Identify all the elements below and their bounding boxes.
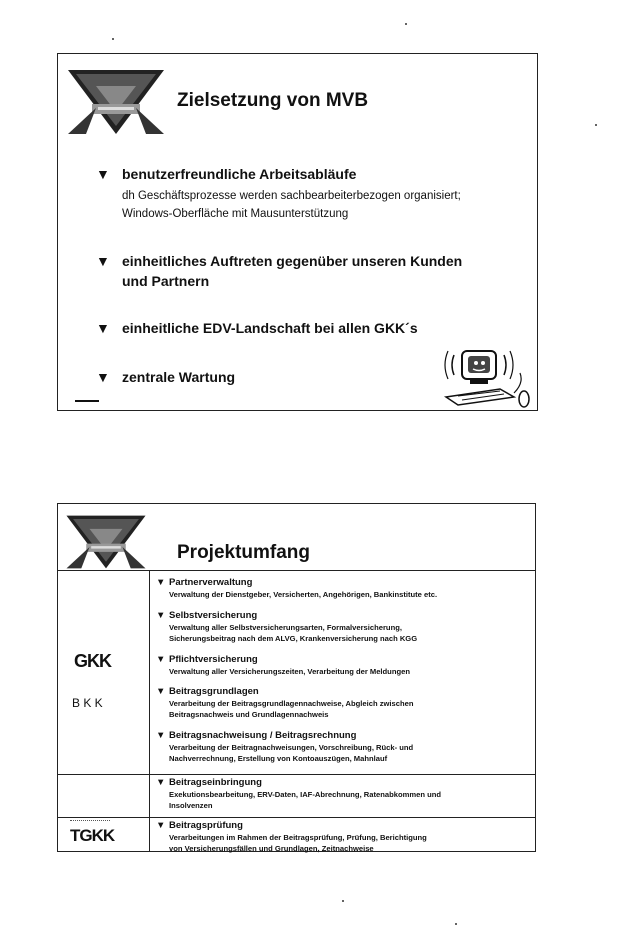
mvb-logo-icon	[64, 514, 148, 570]
section-heading: Beitragsgrundlagen	[169, 686, 259, 697]
divider	[58, 570, 535, 571]
section-heading: Beitragsnachweisung / Beitragsrechnung	[169, 730, 357, 741]
section-beitragspruefung	[156, 820, 529, 854]
computer-clipart-icon	[440, 343, 534, 409]
bullet-triangle-icon: ▼	[96, 320, 110, 336]
section-detail: Beitragsnachweis und Grundlagennachweis	[169, 710, 329, 719]
bullet-triangle-icon: ▼	[156, 686, 166, 697]
section-selbstversicherung	[156, 610, 529, 644]
section-beitragsnachweisung	[156, 730, 529, 764]
bullet-triangle-icon: ▼	[156, 820, 166, 831]
bullet-triangle-icon: ▼	[156, 654, 166, 665]
section-detail: Verwaltung der Dienstgeber, Versicherten, Angehörigen, Bankinstitute etc.	[169, 590, 438, 599]
section-beitragsgrundlagen	[156, 686, 529, 720]
bullet-wartung	[96, 367, 235, 387]
slide-zielsetzung	[57, 53, 538, 411]
bullet-edv-landschaft	[96, 318, 418, 338]
section-beitragseinbringung	[156, 777, 529, 811]
mvb-logo-icon	[66, 68, 166, 136]
slide-title: Projektumfang	[177, 542, 311, 563]
section-detail: Verarbeitungen im Rahmen der Beitragsprüfung, Prüfung, Berichtigung	[169, 833, 427, 842]
bullet-heading: einheitliche EDV-Landschaft bei allen GKK´s	[122, 320, 418, 336]
gkk-logo: GKK	[74, 651, 111, 671]
scan-speck	[455, 923, 457, 925]
bullet-triangle-icon: ▼	[156, 610, 166, 621]
bgk-logo: B K K	[72, 696, 103, 710]
scan-speck	[595, 124, 597, 126]
section-heading: Partnerverwaltung	[169, 577, 253, 588]
slide-projektumfang	[57, 503, 536, 852]
bullet-heading: zentrale Wartung	[122, 369, 236, 385]
section-detail: Sicherungsbeitrag nach dem ALVG, Krankenversicherung nach KGG	[169, 634, 418, 643]
section-heading: Beitragseinbringung	[169, 777, 262, 788]
section-detail: Verwaltung aller Selbstversicherungsarten, Formalversicherung,	[169, 623, 402, 632]
tgk-logo: TGKK	[70, 826, 115, 845]
bullet-heading: und Partnern	[122, 273, 210, 289]
section-heading: Beitragsprüfung	[169, 820, 243, 831]
bullet-auftreten	[96, 251, 462, 291]
scan-speck	[342, 900, 344, 902]
scan-speck	[405, 23, 407, 25]
section-heading: Pflichtversicherung	[169, 654, 258, 665]
section-detail: Verarbeitung der Beitragnachweisungen, Vorschreibung, Rück- und	[169, 743, 414, 752]
bullet-detail: dh Geschäftsprozesse werden sachbearbeiterbezogen organisiert;	[122, 190, 461, 202]
section-detail: von Versicherungsfällen und Grundlagen, Zeitnachweise	[169, 844, 374, 853]
column-divider	[149, 570, 150, 852]
bullet-arbeitsablaeufe	[96, 164, 461, 223]
section-detail: Verarbeitung der Beitragsgrundlagennachweise, Abgleich zwischen	[169, 699, 414, 708]
section-detail: Insolvenzen	[169, 801, 213, 810]
divider	[58, 774, 535, 775]
bullet-triangle-icon: ▼	[156, 730, 166, 741]
slide-dash	[75, 400, 99, 402]
slide-title: Zielsetzung von MVB	[177, 90, 369, 111]
bullet-triangle-icon: ▼	[96, 166, 110, 182]
section-partnerverwaltung	[156, 577, 529, 600]
bullet-triangle-icon: ▼	[156, 777, 166, 788]
bullet-heading: benutzerfreundliche Arbeitsabläufe	[122, 166, 357, 182]
bullet-triangle-icon: ▼	[96, 369, 110, 385]
section-detail: Verwaltung aller Versicherungszeiten, Verarbeitung der Meldungen	[169, 667, 410, 676]
scan-speck	[112, 38, 114, 40]
section-pflichtversicherung	[156, 654, 529, 677]
section-heading: Selbstversicherung	[169, 610, 258, 621]
bullet-heading: einheitliches Auftreten gegenüber unseren Kunden	[122, 253, 463, 269]
section-detail: Nachverrechnung, Erstellung von Kontoauszügen, Mahnlauf	[169, 754, 388, 763]
divider	[58, 817, 535, 818]
bullet-triangle-icon: ▼	[96, 253, 110, 269]
section-detail: Exekutionsbearbeitung, ERV-Daten, IAF-Abrechnung, Ratenabkommen und	[169, 790, 442, 799]
bullet-triangle-icon: ▼	[156, 577, 166, 588]
bullet-detail: Windows-Oberfläche mit Mausunterstützung	[122, 208, 349, 220]
tgk-logo-caption	[70, 820, 110, 821]
